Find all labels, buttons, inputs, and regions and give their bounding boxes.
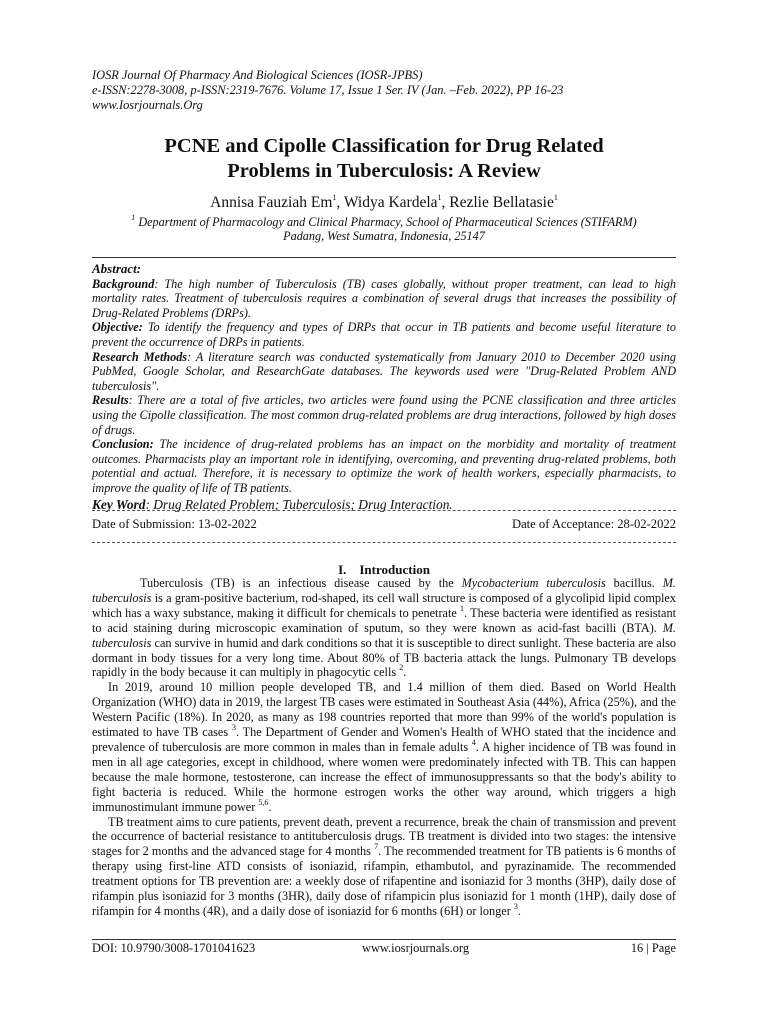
species-name: M. tuberculosis: [92, 620, 676, 650]
text-span: TB treatment aims to cure patients, prevent death, prevent a recurrence, break the chain of transmission and prevent the occurrence of bacterial resistance to antituberculosis drugs. TB treatment is divided into two stages: the intensive stages for 2 months and the advanced stage for 4 months: [92, 814, 676, 859]
affiliation: [92, 212, 676, 244]
keyword-text: : Drug Related Problem; Tuberculosis; Drug Interaction.: [145, 496, 453, 512]
section-title: Introduction: [359, 562, 430, 577]
author-3-affil: 1: [553, 192, 558, 202]
acceptance-date: Date of Acceptance: 28-02-2022: [511, 517, 676, 531]
author-list: [0, 194, 768, 212]
author-2-affil: 1: [437, 192, 442, 202]
author-separator: ,: [336, 194, 344, 211]
text-span: .: [517, 903, 521, 918]
abstract-results: [92, 393, 676, 437]
dates-top-divider: [92, 510, 676, 511]
abstract: [92, 262, 676, 512]
text-span: . A higher incidence of TB was found in men in all age categories, except in childhood, where women were predominately infected with TB. This can happen because the male hormone, testosterone, can increase the effect of immunosuppressants so that the body's ability to fight bacteria is reduced. While the hormone estrogen works the other way around, which triggers a high immunostimulant immune power: [92, 739, 676, 814]
text-span: bacillus.: [605, 576, 663, 590]
methods-text: : A literature search was conducted systematically from January 2010 to December 2020 using PubMed, Google Scholar, and ResearchGate databases. The keywords used were "Drug-Related Problem AND tuberculosis".: [92, 349, 676, 393]
objective-label: Objective:: [92, 320, 143, 335]
background-label: Background: [92, 276, 155, 291]
author-separator: ,: [441, 194, 450, 211]
text-span: .: [268, 799, 272, 814]
objective-text: To identify the frequency and types of DRPs that occur in TB patients and become useful literature to prevent the occurrence of DRPs in patients.: [92, 320, 676, 349]
affiliation-line2: Padang, West Sumatra, Indonesia, 25147: [283, 229, 485, 244]
text-span: can survive in humid and dark conditions so that it is susceptible to direct sunlight. These bacteria are also dormant in body tissues for a very long time. About 80% of TB bacteria attack the lungs. Pulmonary TB develops rapidly in the body because it can multiply in phagocytic cells: [92, 635, 676, 680]
author-2: Widya Kardela: [343, 194, 438, 211]
journal-name: IOSR Journal Of Pharmacy And Biological Sciences (IOSR-JPBS): [92, 68, 423, 82]
text-span: In 2019, around 10 million people developed TB, and 1.4 million of them died. Based on World Health Organization (WHO) data in 2019, the largest TB cases were estimated in Southeast Asia (44%), Africa (25%), and the Western Pacific (18%). In 2020, as many as 198 countries reported that more than 99% of the world's population is estimated to have TB cases: [92, 680, 676, 740]
text-span: . These bacteria were identified as resistant to acid staining during microscopic examination of sputum, so they were known as acid-fast bacilli (BTA).: [92, 605, 676, 635]
text-span: Tuberculosis (TB) is an infectious disease caused by the: [140, 576, 462, 590]
abstract-top-rule: [92, 257, 676, 258]
background-text: : The high number of Tuberculosis (TB) cases globally, without proper treatment, can lead to high mortality rates. Treatment of tuberculosis requires a combination of several drugs that increases the possibility of Drug-Related Problems (DRPs).: [92, 276, 676, 320]
keyword-label: Key Word: [92, 496, 146, 512]
paper-title-line2: Problems in Tuberculosis: A Review: [227, 160, 541, 182]
citation-ref: 3: [513, 901, 518, 911]
author-3: Rezlie Bellatasie: [449, 194, 554, 211]
text-span: . The recommended treatment for TB patients is 6 months of therapy using first-line ATD consists of isoniazid, rifampin, ethambutol, and pyrazinamide. The recommended treatment options for TB prevention are: a weekly dose of rifapentine and isoniazid for 3 months (3HP), daily dose of rifampin plus isoniazid for 3 months (3HR), daily dose of rifampicin plus isoniazid for 1 month (1HP), daily dose of rifampin for 4 months (4R), and a daily dose of isoniazid for 6 months (6H) or longer: [92, 844, 676, 918]
paragraph-3: [92, 815, 676, 919]
abstract-heading: Abstract:: [92, 261, 142, 276]
conclusion-label: Conclusion:: [92, 437, 154, 452]
affiliation-line1: Department of Pharmacology and Clinical Pharmacy, School of Pharmaceutical Sciences (STIFARM): [135, 215, 637, 229]
citation-ref: 1: [460, 603, 465, 613]
methods-label: Research Methods: [92, 349, 188, 364]
footer-website-link[interactable]: www.iosrjournals.org: [362, 941, 470, 955]
paragraph-1: [92, 576, 676, 680]
author-1: Annisa Fauziah Em: [210, 194, 333, 211]
citation-ref: 2: [399, 663, 404, 673]
abstract-background: [92, 277, 676, 321]
paragraph-2: [92, 680, 676, 814]
species-name: Mycobacterium tuberculosis: [461, 576, 606, 590]
citation-ref: 4: [471, 737, 476, 747]
abstract-methods: [92, 350, 676, 394]
journal-header: [92, 68, 563, 114]
results-text: : There are a total of five articles, two articles were found using the PCNE classification and three articles using the Cipolle classification. The most common drug-related problems are drug interactions, followed by high doses of drugs.: [92, 393, 676, 437]
author-1-affil: 1: [332, 192, 337, 202]
text-span: .: [403, 665, 407, 680]
abstract-conclusion: [92, 437, 676, 495]
footer-rule: [92, 939, 676, 940]
dates-row: [92, 517, 676, 532]
paper-title: [0, 134, 768, 184]
journal-website: www.Iosrjournals.Org: [92, 98, 203, 113]
paper-title-line1: PCNE and Cipolle Classification for Drug Related: [164, 135, 604, 157]
footer-page-number: 16 | Page: [630, 941, 676, 955]
text-span: . The Department of Gender and Women's Health of WHO stated that the incidence and prevalence of tuberculosis are more common in males than in female adults: [92, 725, 676, 754]
species-name: M. tuberculosis: [92, 576, 676, 605]
footer-doi: DOI: 10.9790/3008-1701041623: [92, 941, 256, 955]
citation-ref: 7: [374, 842, 379, 852]
abstract-objective: [92, 320, 676, 349]
dates-bottom-divider: [92, 542, 676, 543]
citation-ref: 5,6: [258, 797, 269, 807]
results-label: Results: [92, 393, 129, 408]
text-span: is a gram-positive bacterium, rod-shaped, its cell wall structure is composed of a glycolipid lipid complex which has a waxy substance, making it difficult for chemicals to penetrate: [92, 590, 676, 620]
citation-ref: 3: [231, 722, 236, 732]
journal-issn: e-ISSN:2278-3008, p-ISSN:2319-7676. Volume 17, Issue 1 Ser. IV (Jan. –Feb. 2022), PP 16-23: [92, 83, 564, 98]
affiliation-marker: 1: [131, 212, 136, 222]
section-number: I.: [338, 562, 347, 577]
submission-date: Date of Submission: 13-02-2022: [92, 517, 257, 531]
introduction-body: [92, 576, 676, 919]
conclusion-text: The incidence of drug-related problems has an impact on the morbidity and mortality of treatment outcomes. Pharmacists play an important role in identifying, overcoming, and preventing drug-related problems, both potential and actual. Therefore, it is necessary to optimize the work of health workers, especially pharmacists, to improve the quality of life of TB patients.: [92, 437, 676, 495]
